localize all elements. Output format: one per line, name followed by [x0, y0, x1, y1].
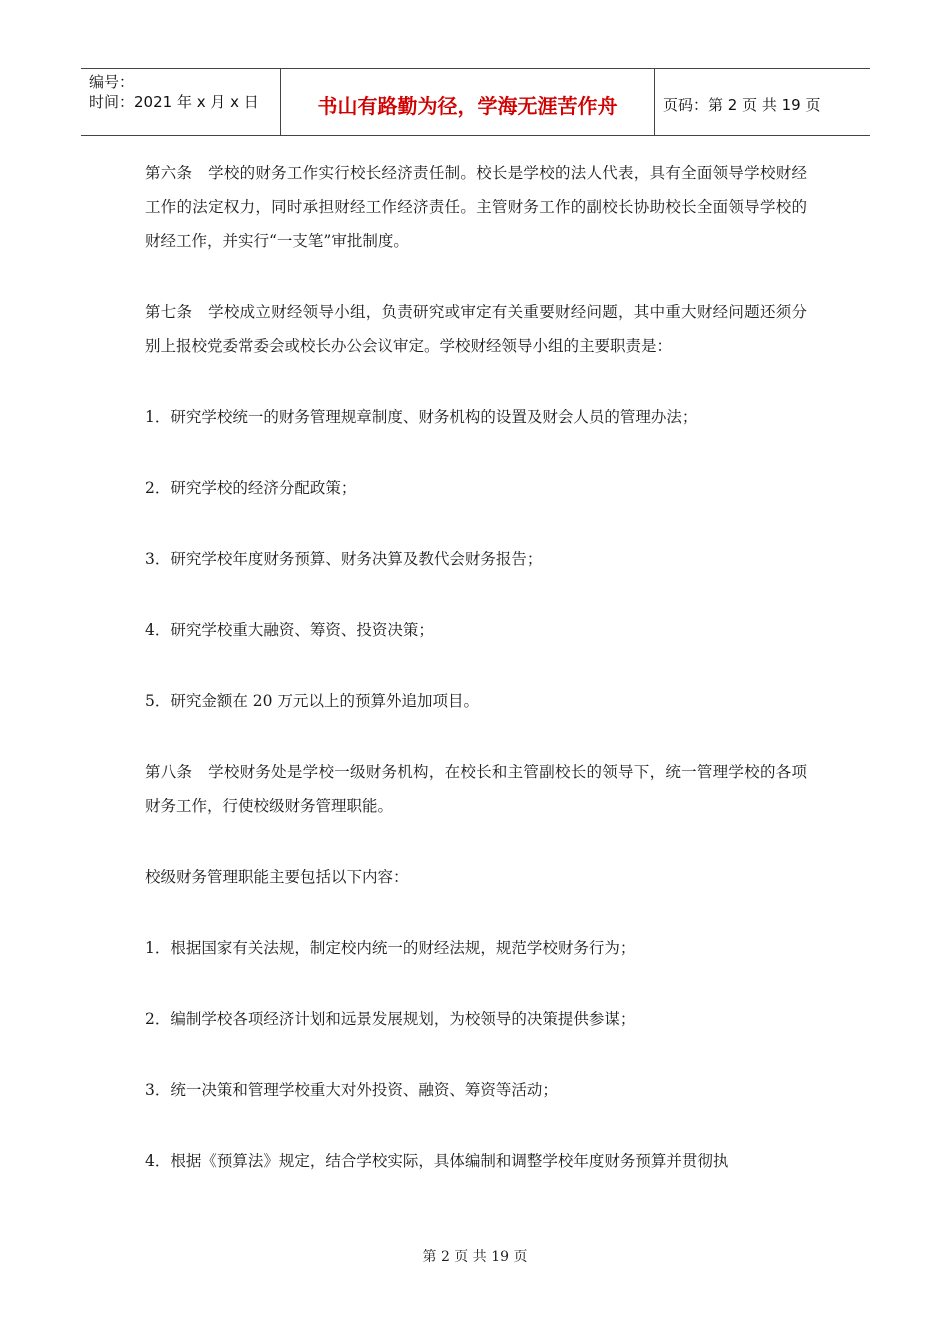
list-item: 4．根据《预算法》规定，结合学校实际，具体编制和调整学校年度财务预算并贯彻执 [145, 1152, 729, 1170]
list-item: 3．研究学校年度财务预算、财务决算及教代会财务报告； [145, 550, 543, 568]
paragraph-functions-intro: 校级财务管理职能主要包括以下内容： [145, 868, 409, 886]
list-item: 1．研究学校统一的财务管理规章制度、财务机构的设置及财会人员的管理办法； [145, 408, 698, 426]
list-item: 2．编制学校各项经济计划和远景发展规划，为校领导的决策提供参谋； [145, 1010, 636, 1028]
document-body [145, 156, 807, 1215]
list-item: 3．统一决策和管理学校重大对外投资、融资、筹资等活动； [145, 1081, 558, 1099]
document-number-label: 编号： [89, 73, 135, 91]
document-header [81, 68, 870, 136]
header-meta [81, 69, 281, 135]
page-footer: 第 2 页 共 19 页 [422, 1249, 528, 1265]
paragraph-article-7: 第七条 学校成立财经领导小组，负责研究或审定有关重要财经问题，其中重大财经问题还须分别上报校党委常委会或校长办公会议审定。学校财经领导小组的主要职责是： [145, 303, 807, 355]
paragraph-article-8: 第八条 学校财务处是学校一级财务机构，在校长和主管副校长的领导下，统一管理学校的各项财务工作，行使校级财务管理职能。 [145, 763, 807, 815]
list-item: 4．研究学校重大融资、筹资、投资决策； [145, 621, 434, 639]
header-page-info: 页码：第 2 页 共 19 页 [663, 95, 821, 114]
header-motto: 书山有路勤为径，学海无涯苦作舟 [281, 69, 655, 135]
paragraph-article-6: 第六条 学校的财务工作实行校长经济责任制。校长是学校的法人代表，具有全面领导学校财经工作的法定权力，同时承担财经工作经济责任。主管财务工作的副校长协助校长全面领导学校的财经工作，并实行“一支笔”审批制度。 [145, 164, 807, 250]
document-date: 时间：2021 年 x 月 x 日 [89, 93, 259, 111]
list-item: 2．研究学校的经济分配政策； [145, 479, 357, 497]
list-item: 1．根据国家有关法规，制定校内统一的财经法规，规范学校财务行为； [145, 939, 636, 957]
list-item: 5．研究金额在 20 万元以上的预算外追加项目。 [145, 692, 479, 710]
